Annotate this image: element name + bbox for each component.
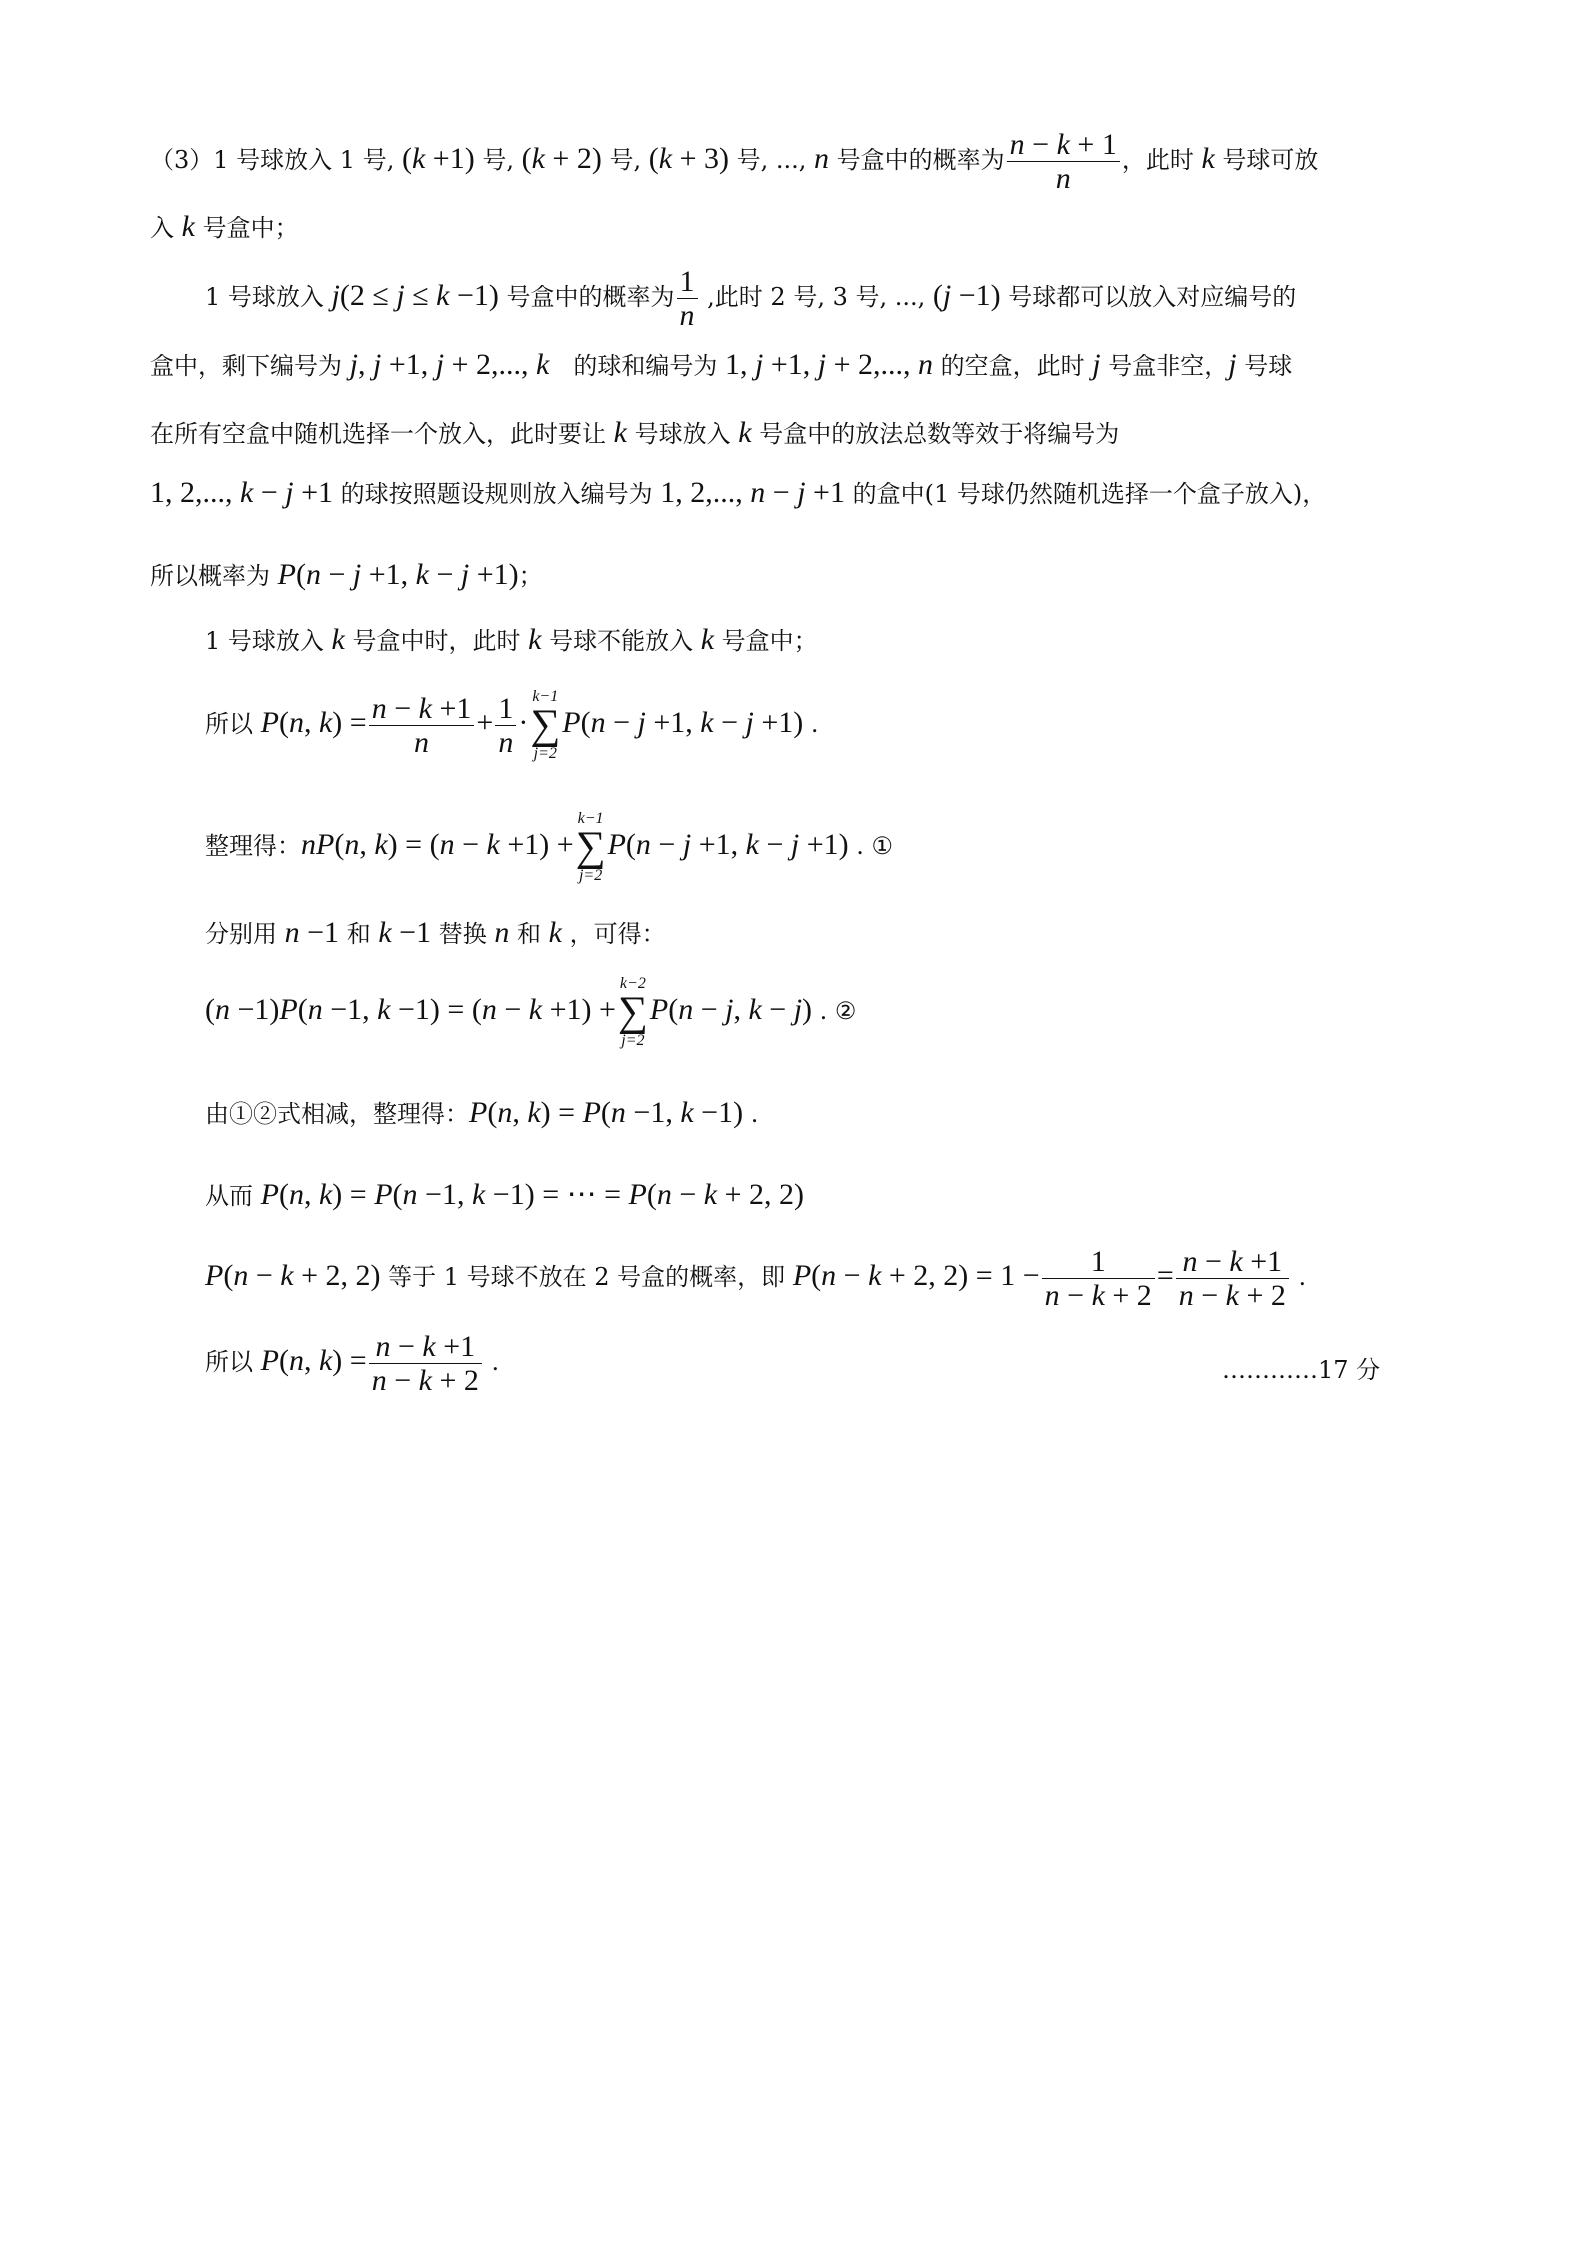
math-expression: k [528, 623, 542, 656]
math-expression: n [494, 916, 510, 949]
text-run: 在所有空盒中随机选择一个放入，此时要让 [150, 420, 614, 448]
math-expression: P(n − j, k − j) [649, 993, 813, 1027]
line-substitute [205, 918, 666, 948]
fraction-numerator: n − k + 1 [1007, 128, 1120, 162]
text-run: 分别用 [205, 920, 285, 948]
line-remaining [150, 350, 1292, 380]
fraction [1007, 128, 1120, 195]
math-expression: · [518, 706, 529, 740]
math-expression: k [700, 623, 715, 656]
summation [530, 688, 560, 763]
line-base-case [205, 1245, 1306, 1312]
text-run: 号盒中的放法总数等效于将编号为 [751, 420, 1120, 448]
line-part3-intro [150, 128, 1318, 195]
math-expression: P(n, k) = [260, 1344, 367, 1377]
summation-lower-limit: j=2 [578, 867, 603, 885]
text-run: . ② [812, 997, 857, 1026]
fraction-denominator: n [414, 726, 430, 760]
sigma-symbol: ∑ [530, 701, 561, 748]
text-run: 由①②式相减，整理得： [205, 1100, 469, 1128]
line-chain [205, 1180, 804, 1210]
line-conclusion [205, 1330, 499, 1397]
score-marker: …………17 分 [1222, 1356, 1381, 1384]
fraction-numerator: n − k +1 [369, 1330, 482, 1364]
sigma-symbol: ∑ [617, 988, 648, 1035]
text-run: 号球放入 [626, 420, 739, 448]
math-expression: 1, 2,..., k − j +1 [150, 476, 334, 509]
line-random-choice [150, 418, 1119, 448]
text-run: ,此时 2 号, 3 号, ..., [699, 283, 933, 311]
math-expression: 1, j +1, j + 2,..., n [724, 348, 934, 381]
fraction-denominator: n [498, 726, 514, 760]
line-so-probability [150, 560, 543, 590]
math-expression: P(n − k + 2, 2) [205, 1259, 381, 1292]
fraction [495, 692, 516, 759]
fraction [677, 265, 698, 332]
text-run: 和 [339, 920, 379, 948]
text-run: ； [518, 562, 543, 590]
math-expression: P(n − j +1, k − j +1) [607, 828, 849, 862]
summation-lower-limit: j=2 [533, 745, 557, 763]
text-run: ，此时 [1121, 146, 1202, 174]
text-run: 入 [150, 214, 182, 242]
text-run: 号, [601, 146, 649, 174]
math-expression: (k +1) [401, 142, 475, 175]
text-run: ，可得： [561, 920, 666, 948]
math-expression: P(n − j +1, k − j +1) [562, 706, 804, 740]
text-run: 1 号球放入 [205, 627, 332, 655]
text-run: . ① [848, 832, 894, 861]
text-run: 的盒中(1 号球仍然随机选择一个盒子放入)， [844, 480, 1327, 508]
math-expression: (j −1) [932, 279, 1001, 312]
summation-upper-limit: k−1 [532, 688, 559, 705]
math-expression: j, j +1, j + 2,..., k [349, 348, 550, 381]
fraction-denominator: n − k + 2 [371, 1364, 479, 1397]
text-run: 替换 [431, 920, 495, 948]
fraction-numerator: 1 [495, 692, 516, 726]
sigma-symbol: ∑ [575, 823, 606, 870]
line-rearranged-1 [205, 810, 893, 885]
math-expression: k −1 [378, 916, 432, 949]
fraction-denominator: n [679, 299, 695, 332]
line-part3-intro-cont [150, 212, 299, 242]
summation-upper-limit: k−1 [577, 810, 604, 827]
text-run: 号球不能放入 [541, 627, 701, 655]
text-run: 等于 1 号球不放在 2 号盒的概率，即 [380, 1263, 793, 1291]
text-run: 1 号球放入 [205, 283, 332, 311]
math-expression: (k + 3) [648, 142, 729, 175]
text-run: 的球和编号为 [549, 352, 725, 380]
text-run: 号, [474, 146, 522, 174]
summation-lower-limit: j=2 [621, 1032, 645, 1050]
math-expression: = [1156, 1259, 1174, 1292]
math-expression: k [548, 916, 562, 949]
line-rearranged-2 [205, 975, 856, 1050]
text-run: . [483, 1348, 500, 1376]
fraction-numerator: 1 [1042, 1245, 1155, 1279]
text-run: 所以 [205, 710, 261, 739]
line-equivalence [150, 478, 1326, 508]
text-run: 所以 [205, 1348, 261, 1376]
math-expression: k [1201, 142, 1215, 175]
text-run: . [743, 1100, 759, 1128]
fraction [1042, 1245, 1155, 1312]
math-expression: (k + 2) [521, 142, 602, 175]
math-expression: P(n − k + 2, 2) = 1 − [792, 1259, 1040, 1292]
text-run: 和 [509, 920, 549, 948]
math-expression: j(2 ≤ j ≤ k −1) [331, 279, 499, 312]
math-expression: j [1092, 348, 1101, 381]
math-expression: (n −1)P(n −1, k −1) = (n − k +1) + [205, 993, 616, 1027]
math-expression: k [738, 416, 752, 449]
fraction-denominator: n − k + 2 [1178, 1279, 1286, 1312]
math-expression: P(n, k) = P(n −1, k −1) [469, 1096, 744, 1129]
line-formula-p [205, 688, 819, 763]
math-expression: k [613, 416, 627, 449]
text-run: 号球可放 [1214, 146, 1319, 174]
text-run: . [1290, 1263, 1307, 1291]
text-run: 号, ..., [728, 146, 815, 174]
text-run: 号盒非空， [1100, 352, 1229, 380]
text-run: 盒中，剩下编号为 [150, 352, 350, 380]
fraction-numerator: n − k +1 [369, 692, 475, 726]
math-expression: n [814, 142, 830, 175]
text-run: 整理得： [205, 832, 301, 861]
math-expression: k [181, 210, 195, 243]
text-run: 从而 [205, 1182, 261, 1210]
text-run: 号盒中时，此时 [344, 627, 529, 655]
fraction-numerator: 1 [677, 265, 698, 299]
math-expression: P(n − j +1, k − j +1) [277, 558, 519, 591]
fraction-denominator: n [1055, 162, 1071, 195]
text-run: 所以概率为 [150, 562, 278, 590]
math-expression: + [476, 706, 494, 740]
text-run: 号盒中； [714, 627, 818, 655]
text-run: 的空盒，此时 [933, 352, 1093, 380]
text-run: 的球按照题设规则放入编号为 [333, 480, 661, 508]
text-run: 号盒中的概率为 [498, 283, 675, 311]
line-subtract [205, 1098, 758, 1128]
fraction [1176, 1245, 1289, 1312]
math-expression: k [331, 623, 345, 656]
summation [576, 810, 606, 885]
text-run: （3）1 号球放入 1 号, [150, 146, 402, 174]
summation [618, 975, 648, 1050]
line-case-k [205, 625, 818, 655]
math-expression: 1, 2,..., n − j +1 [660, 476, 845, 509]
fraction-denominator: n − k + 2 [1044, 1279, 1152, 1312]
math-expression: P(n, k) = [260, 706, 367, 740]
text-run: 号盒中的概率为 [829, 146, 1005, 174]
summation-upper-limit: k−2 [619, 975, 646, 992]
text-run: 号盒中； [194, 214, 299, 242]
math-expression: j [1228, 348, 1237, 381]
math-expression: n −1 [284, 916, 340, 949]
fraction-numerator: n − k +1 [1176, 1245, 1289, 1279]
text-run: 号球都可以放入对应编号的 [1000, 283, 1297, 311]
math-expression: nP(n, k) = (n − k +1) + [301, 828, 574, 862]
math-expression: P(n, k) = P(n −1, k −1) = ⋯ = P(n − k + 2, 2) [260, 1178, 805, 1211]
fraction [369, 1330, 482, 1397]
line-case-j [205, 265, 1296, 332]
text-run: 号球 [1236, 352, 1293, 380]
text-run: . [803, 710, 819, 739]
fraction [369, 692, 475, 759]
